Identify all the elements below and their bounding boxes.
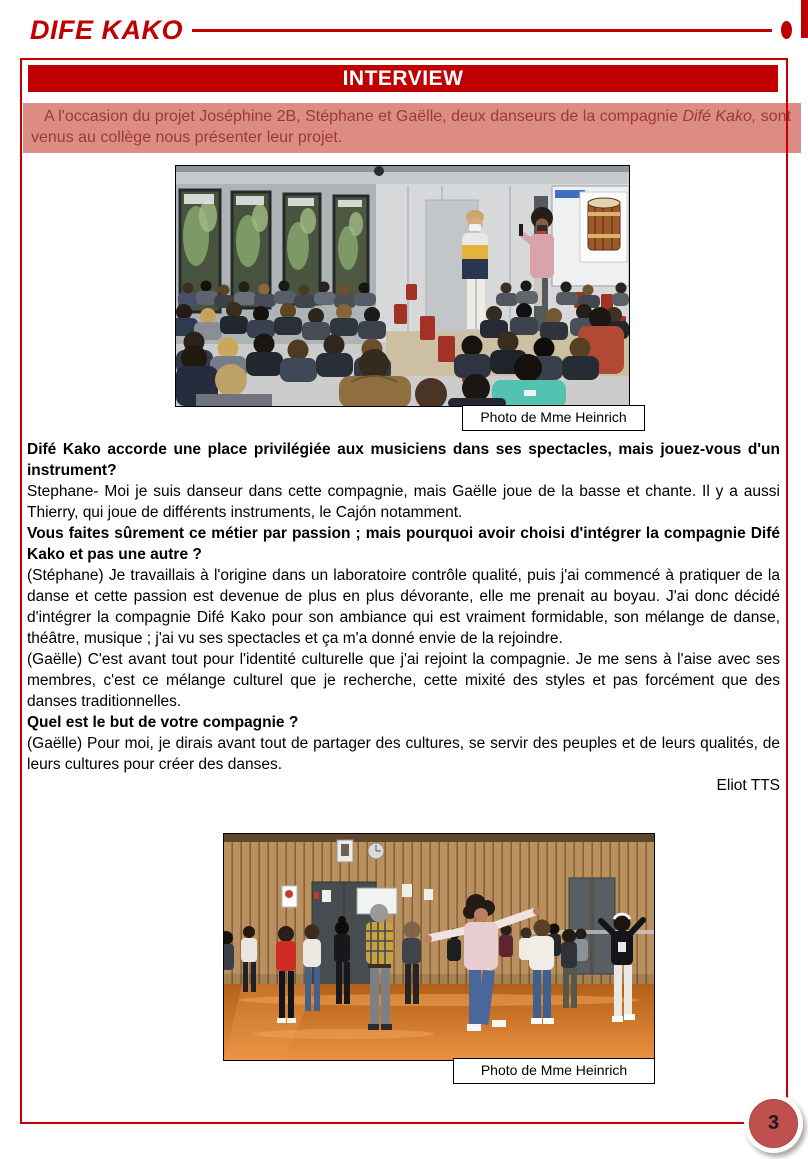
masthead [30,12,792,48]
content-frame [20,58,792,1124]
answer-3: (Gaëlle) C'est avant tout pour l'identité culturelle que j'ai rejoint la compagnie. Je me sens à l'aise avec ses membres, c'est ce mélange culturel que je recherche, cette mixité des styles et pas forcément que des danses traditionnelles. [27,651,780,710]
photo2-caption: Photo de Mme Heinrich [453,1058,655,1084]
section-banner: INTERVIEW [28,65,778,92]
answer-4: (Gaëlle) Pour moi, je dirais avant tout de partager des cultures, se servir des peuples et de leurs qualités, de leurs cultures pour créer des danses. [27,735,780,773]
answer-1: Stephane- Moi je suis danseur dans cette compagnie, mais Gaëlle joue de la basse et chante. Il y a aussi Thierry, qui joue de différents instruments, le Cajón notamment. [27,483,780,521]
dance-photo-graphic [224,834,654,1060]
interview-text [27,439,780,796]
question-3: Quel est le but de votre compagnie ? [27,714,299,731]
author-signature: Eliot TTS [716,777,780,794]
page-number-badge [744,1094,803,1153]
answer-2: (Stéphane) Je travaillais à l'origine dans un laboratoire contrôle qualité, puis j'ai commencé à pratiquer de la danse et cette passion est devenue de plus en plus dévorante, elle me prenait au boyau. J'ai donc décidé d'intégrer la compagnie Difé Kako pour son ambiance qui est vraiment formidable, son mélange de danse, théâtre, musique ; j'ai vu ses spectacles et ça m'a donné envie de la rejoindre. [27,567,780,647]
photo1-caption: Photo de Mme Heinrich [462,405,645,431]
question-2: Vous faites sûrement ce métier par passion ; mais pourquoi avoir choisi d'intégrer la compagnie Difé Kako et pas une autre ? [27,525,780,563]
masthead-dot-icon [781,21,792,39]
question-1: Difé Kako accorde une place privilégiée aux musiciens dans ses spectacles, mais jouez-vous d'un instrument? [27,441,780,479]
company-name-italic: Difé Kako, [682,108,757,125]
dance-photo [223,833,655,1061]
page-number: 3 [749,1099,798,1148]
intro-text-1: A l'occasion du projet Joséphine 2B, Stéphane et Gaëlle, deux danseurs de la compagnie [44,108,678,125]
masthead-rule [192,29,772,32]
page-edge-bar [801,0,808,38]
intro-paragraph [31,106,791,148]
assembly-photo [175,165,630,407]
intro-text-2: sont venus au collège nous présenter leur projet. [31,108,792,146]
assembly-photo-graphic [176,166,629,406]
page-title: DIFE KAKO [30,14,183,45]
intro-block [23,103,801,153]
